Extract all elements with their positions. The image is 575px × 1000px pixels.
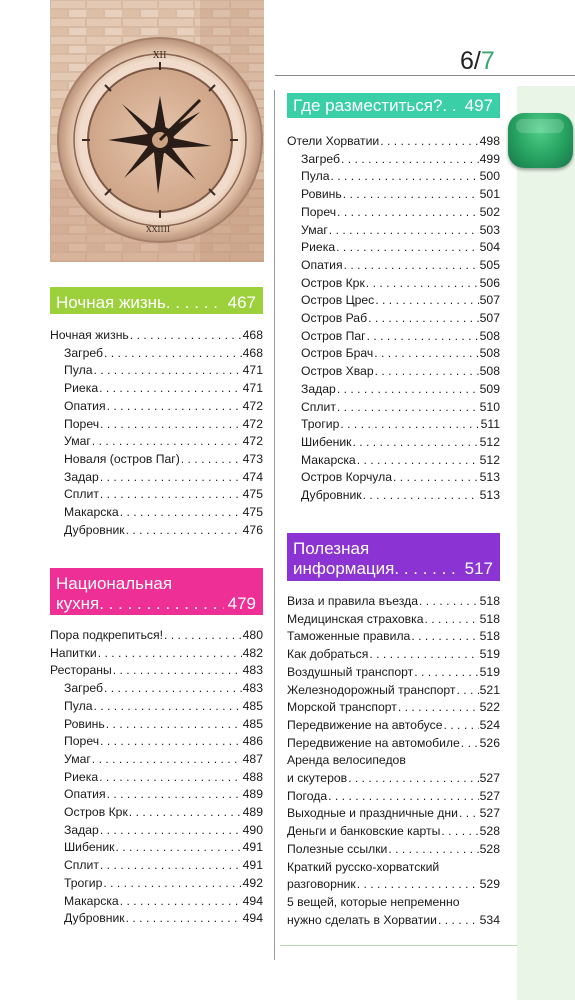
toc-entry[interactable]: Загреб . . . 483 bbox=[50, 680, 263, 698]
toc-entry[interactable]: Ровинь . . . 501 bbox=[287, 186, 500, 204]
toc-entry[interactable]: Остров Паг . . . 508 bbox=[287, 328, 500, 346]
toc-entry[interactable]: Остров Крк . . . 506 bbox=[287, 275, 500, 293]
chapter-tab[interactable] bbox=[508, 113, 573, 168]
page-indicator bbox=[460, 47, 495, 76]
toc-entry-continued[interactable]: Аренда велосипедов bbox=[287, 753, 406, 768]
toc-entry[interactable]: Трогир . . . 511 bbox=[287, 416, 500, 434]
toc-entry[interactable]: Полезные ссылки . . . 528 bbox=[287, 841, 500, 859]
toc-entry[interactable]: Погода . . . 527 bbox=[287, 788, 500, 806]
svg-text:XXIIII: XXIIII bbox=[146, 225, 171, 234]
toc-entry[interactable]: Опатия . . . 472 bbox=[50, 398, 263, 416]
toc-entry[interactable]: Остров Брач . . . 508 bbox=[287, 345, 500, 363]
nightlife-title: Ночная жизнь bbox=[56, 293, 166, 312]
banner-leader-dots bbox=[442, 96, 460, 116]
toc-entry[interactable]: Медицинская страховка . . . 518 bbox=[287, 611, 500, 629]
section-banner-cuisine[interactable] bbox=[50, 568, 263, 615]
info-page: 517 bbox=[464, 559, 493, 578]
side-margin-strip bbox=[517, 86, 575, 1000]
toc-entry[interactable]: Риека . . . 488 bbox=[50, 769, 263, 787]
toc-entry[interactable]: Опатия . . . 505 bbox=[287, 257, 500, 275]
toc-entry-continued[interactable]: 5 вещей, которые непременно bbox=[287, 894, 460, 909]
toc-entry[interactable]: Сплит . . . 510 bbox=[287, 399, 500, 417]
clock-tower-photo bbox=[50, 0, 264, 262]
toc-list-info bbox=[287, 593, 500, 929]
toc-entry[interactable]: Деньги и банковские карты . . . 528 bbox=[287, 823, 500, 841]
toc-entry[interactable]: Сплит . . . 475 bbox=[50, 486, 263, 504]
toc-entry[interactable]: Пореч . . . 472 bbox=[50, 416, 263, 434]
section-banner-info[interactable] bbox=[287, 533, 500, 581]
toc-entry[interactable]: Остров Корчула . . . 513 bbox=[287, 469, 500, 487]
cuisine-page: 479 bbox=[227, 594, 256, 613]
toc-entry[interactable]: Задар . . . 474 bbox=[50, 469, 263, 487]
svg-text:XII: XII bbox=[153, 51, 167, 61]
toc-entry[interactable]: Задар . . . 490 bbox=[50, 822, 263, 840]
toc-entry[interactable]: Передвижение на автомобиле . . . 526 bbox=[287, 735, 500, 753]
toc-entry[interactable]: Шибеник . . . 512 bbox=[287, 434, 500, 452]
toc-entry[interactable]: Загреб . . . 468 bbox=[50, 345, 263, 363]
column-divider bbox=[274, 90, 275, 960]
cuisine-title-line2: кухня bbox=[56, 594, 100, 613]
toc-entry[interactable]: Дубровник . . . 494 bbox=[50, 910, 263, 928]
banner-leader-dots bbox=[99, 594, 223, 614]
toc-entry[interactable]: Рестораны . . . 483 bbox=[50, 662, 263, 680]
stay-page: 497 bbox=[464, 96, 493, 115]
toc-entry[interactable]: Умаг . . . 472 bbox=[50, 433, 263, 451]
toc-entry[interactable]: Остров Хвар . . . 508 bbox=[287, 363, 500, 381]
toc-entry[interactable]: Передвижение на автобусе . . . 524 bbox=[287, 717, 500, 735]
banner-leader-dots bbox=[166, 293, 224, 313]
toc-entry[interactable]: Остров Крк . . . 489 bbox=[50, 804, 263, 822]
toc-entry[interactable]: Макарска . . . 494 bbox=[50, 893, 263, 911]
toc-entry[interactable]: Пула . . . 500 bbox=[287, 168, 500, 186]
toc-entry[interactable]: Ночная жизнь . . . 468 bbox=[50, 327, 263, 345]
toc-entry[interactable]: Виза и правила въезда . . . 518 bbox=[287, 593, 500, 611]
stay-title: Где разместиться? bbox=[293, 96, 443, 115]
toc-entry[interactable]: Риека . . . 504 bbox=[287, 239, 500, 257]
info-title-line2: информация bbox=[293, 559, 395, 578]
toc-entry[interactable]: Дубровник . . . 513 bbox=[287, 487, 500, 505]
toc-entry[interactable]: Пореч . . . 486 bbox=[50, 733, 263, 751]
toc-entry[interactable]: нужно сделать в Хорватии . . . 534 bbox=[287, 912, 500, 930]
section-banner-nightlife[interactable] bbox=[50, 287, 263, 314]
toc-entry[interactable]: Умаг . . . 487 bbox=[50, 751, 263, 769]
info-title-line1: Полезная bbox=[293, 539, 370, 558]
toc-entry[interactable]: Остров Раб . . . 507 bbox=[287, 310, 500, 328]
toc-entry[interactable]: разговорник . . . 529 bbox=[287, 876, 500, 894]
toc-list-cuisine bbox=[50, 627, 263, 928]
toc-entry-continued[interactable]: Краткий русско-хорватский bbox=[287, 859, 440, 874]
page-current: 6 bbox=[460, 47, 474, 75]
footer-rule bbox=[280, 945, 517, 946]
cuisine-title-line1: Национальная bbox=[56, 574, 173, 593]
toc-entry[interactable]: Сплит . . . 491 bbox=[50, 857, 263, 875]
toc-entry[interactable]: Отели Хорватии . . . 498 bbox=[287, 133, 500, 151]
toc-entry[interactable]: Макарска . . . 512 bbox=[287, 452, 500, 470]
toc-entry[interactable]: Пора подкрепиться! . . . 480 bbox=[50, 627, 263, 645]
section-banner-stay[interactable] bbox=[287, 93, 500, 118]
nightlife-page: 467 bbox=[227, 293, 256, 312]
toc-entry[interactable]: Остров Црес . . . 507 bbox=[287, 292, 500, 310]
toc-entry[interactable]: Напитки . . . 482 bbox=[50, 645, 263, 663]
toc-entry[interactable]: Риека . . . 471 bbox=[50, 380, 263, 398]
page-total: 7 bbox=[480, 47, 495, 75]
toc-list-nightlife bbox=[50, 327, 263, 539]
toc-entry[interactable]: Умаг . . . 503 bbox=[287, 222, 500, 240]
toc-entry[interactable]: Таможенные правила . . . 518 bbox=[287, 628, 500, 646]
toc-entry[interactable]: и скутеров . . . 527 bbox=[287, 770, 500, 788]
toc-entry[interactable]: Загреб . . . 499 bbox=[287, 151, 500, 169]
toc-entry[interactable]: Трогир . . . 492 bbox=[50, 875, 263, 893]
toc-entry[interactable]: Выходные и праздничные дни . . . 527 bbox=[287, 805, 500, 823]
toc-entry[interactable]: Опатия . . . 489 bbox=[50, 786, 263, 804]
toc-list-stay bbox=[287, 133, 500, 505]
page-separator: / bbox=[473, 47, 481, 75]
toc-entry[interactable]: Железнодорожный транспорт . . . 521 bbox=[287, 682, 500, 700]
toc-entry[interactable]: Пореч . . . 502 bbox=[287, 204, 500, 222]
toc-entry[interactable]: Дубровник . . . 476 bbox=[50, 522, 263, 540]
toc-entry[interactable]: Воздушный транспорт . . . 519 bbox=[287, 664, 500, 682]
banner-leader-dots bbox=[394, 559, 460, 579]
toc-entry[interactable]: Ровинь . . . 485 bbox=[50, 716, 263, 734]
toc-entry[interactable]: Пула . . . 485 bbox=[50, 698, 263, 716]
header-rule bbox=[275, 75, 575, 76]
toc-entry[interactable]: Макарска . . . 475 bbox=[50, 504, 263, 522]
toc-entry[interactable]: Как добраться . . . 519 bbox=[287, 646, 500, 664]
toc-entry[interactable]: Новаля (остров Паг) . . . 473 bbox=[50, 451, 263, 469]
toc-entry[interactable]: Морской транспорт . . . 522 bbox=[287, 699, 500, 717]
toc-entry[interactable]: Пула . . . 471 bbox=[50, 362, 263, 380]
toc-entry[interactable]: Шибеник . . . 491 bbox=[50, 839, 263, 857]
toc-entry[interactable]: Задар . . . 509 bbox=[287, 381, 500, 399]
